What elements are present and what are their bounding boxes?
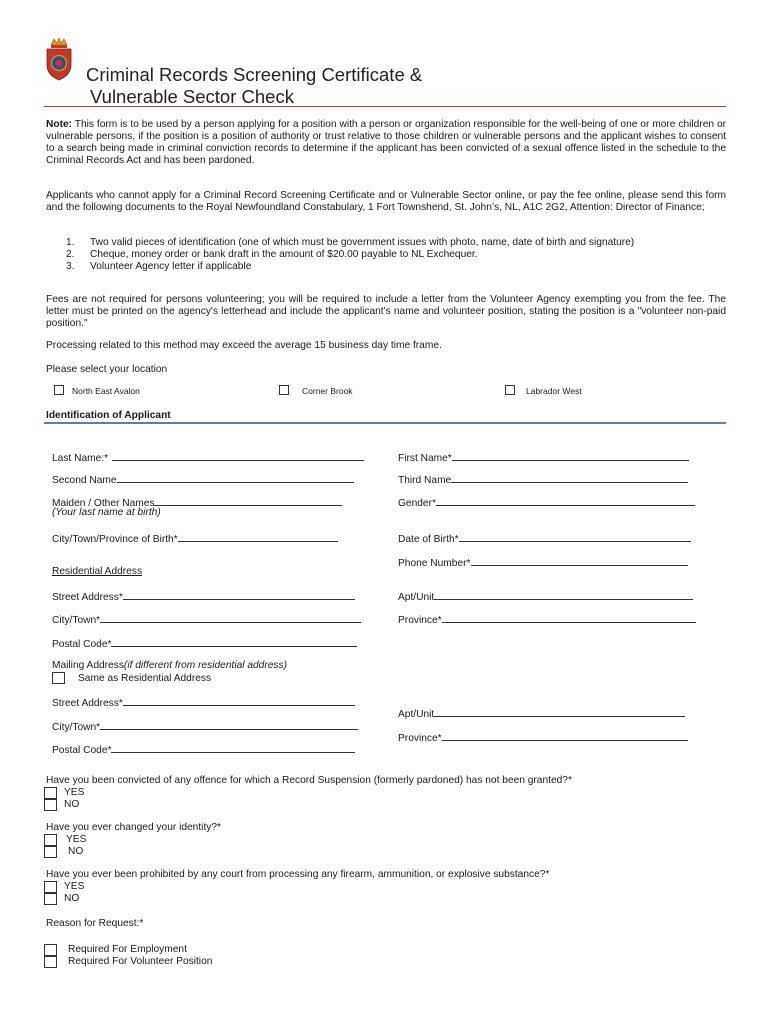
q2-no-checkbox[interactable] (44, 846, 57, 858)
residential-address-heading: Residential Address (52, 566, 143, 577)
phone-number-field[interactable]: Phone Number* (398, 555, 688, 570)
last-name-input[interactable] (112, 450, 364, 461)
constabulary-crest-icon (44, 37, 74, 81)
section-divider (44, 422, 726, 424)
mailing-street-input[interactable] (123, 695, 355, 706)
q1-no-label: NO (64, 799, 80, 810)
page-title (86, 64, 422, 108)
list-item: 1. Two valid pieces of identification (one of which must be government issues with photo, name, date of birth and signature) (66, 237, 635, 248)
processing-note: Processing related to this method may exceed the average 15 business day time frame. (46, 340, 442, 351)
location-checkbox-north-east-avalon[interactable] (54, 385, 64, 395)
street-address-input[interactable] (123, 589, 355, 600)
apt-unit-field[interactable]: Apt/Unit (398, 589, 693, 604)
street-address-field[interactable]: Street Address* (52, 589, 355, 604)
location-checkbox-corner-brook[interactable] (279, 385, 289, 395)
city-of-birth-field[interactable]: City/Town/Province of Birth* (52, 531, 338, 546)
applicants-paragraph: Applicants who cannot apply for a Criminal Record Screening Certificate and or Vulnerable Sector online, or pay the fee online, please send this form and the following documents to the Royal Newfoundland Constabulary, 1 Fort Townshend, St. John’s, NL, A1C 2G2, Attention: Director of Finance; (46, 190, 726, 213)
q3-no-checkbox[interactable] (44, 893, 57, 905)
question-firearm-prohibition: Have you ever been prohibited by any court from processing any firearm, ammunition, or explosive substance?* (46, 869, 550, 880)
q1-yes-checkbox[interactable] (44, 787, 57, 799)
mailing-street-field[interactable]: Street Address* (52, 695, 355, 710)
question-record-suspension: Have you been convicted of any offence for which a Record Suspension (formerly pardoned) has not been granted?* (46, 775, 572, 786)
province-input[interactable] (442, 612, 696, 623)
gender-input[interactable] (436, 495, 695, 506)
first-name-field[interactable]: First Name* (398, 450, 689, 465)
q1-yes-label: YES (64, 787, 85, 798)
q3-yes-checkbox[interactable] (44, 881, 57, 893)
apt-unit-input[interactable] (434, 589, 693, 600)
mailing-province-input[interactable] (442, 730, 688, 741)
fees-paragraph: Fees are not required for persons volunteering; you will be required to include a letter from the Volunteer Agency exempting you from the fee. The letter must be printed on the agency's letterhead and include the applicant's name and volunteer position, stating the position is a "volunteer non-paid position." (46, 294, 726, 329)
maiden-name-input[interactable] (154, 495, 342, 506)
maiden-name-field[interactable]: Maiden / Other Names (52, 495, 342, 510)
title-divider (44, 106, 726, 107)
first-name-input[interactable] (452, 450, 689, 461)
mailing-address-heading: Mailing Address(if different from residential address) (52, 660, 287, 671)
reason-employment-checkbox[interactable] (44, 944, 57, 956)
mailing-city-input[interactable] (100, 719, 358, 730)
note-paragraph (46, 119, 726, 167)
question-changed-identity: Have you ever changed your identity?* (46, 822, 221, 833)
note-label: Note: (46, 119, 73, 130)
mailing-city-field[interactable]: City/Town* (52, 719, 358, 734)
reason-employment-label: Required For Employment (68, 944, 187, 955)
title-line-1: Criminal Records Screening Certificate & (86, 64, 423, 85)
list-item: 3. Volunteer Agency letter if applicable (66, 261, 252, 272)
q3-no-label: NO (64, 893, 80, 904)
second-name-field[interactable]: Second Name (52, 472, 354, 487)
maiden-name-hint: (Your last name at birth) (52, 507, 161, 518)
identification-heading: Identification of Applicant (46, 410, 171, 421)
same-as-residential-checkbox[interactable] (52, 672, 65, 684)
mailing-apt-input[interactable] (434, 706, 685, 717)
list-item: 2. Cheque, money order or bank draft in the amount of $20.00 payable to NL Exchequer. (66, 249, 478, 260)
city-of-birth-input[interactable] (178, 531, 338, 542)
reason-for-request-label: Reason for Request:* (46, 918, 144, 929)
postal-code-field[interactable]: Postal Code* (52, 636, 357, 651)
q1-no-checkbox[interactable] (44, 799, 57, 811)
q3-yes-label: YES (64, 881, 85, 892)
last-name-field[interactable]: Last Name:* (52, 450, 364, 465)
mailing-postal-input[interactable] (111, 742, 355, 753)
date-of-birth-input[interactable] (459, 531, 691, 542)
title-line-2: Vulnerable Sector Check (90, 86, 294, 107)
mailing-postal-field[interactable]: Postal Code* (52, 742, 355, 757)
location-prompt: Please select your location (46, 364, 168, 375)
province-field[interactable]: Province* (398, 612, 696, 627)
note-text: This form is to be used by a person applying for a position with a person or organization responsible for the well-being of one or more children or vulnerable persons, if the position is a position of authority or trust relative to those children or vulnerable persons and the applicant wishes to consent to a search being made in criminal conviction records to determine if the applicant has been convicted of a sexual offence listed in the schedule to the Criminal Records Act and has been pardoned. (46, 119, 726, 166)
date-of-birth-field[interactable]: Date of Birth* (398, 531, 691, 546)
reason-volunteer-checkbox[interactable] (44, 956, 57, 968)
reason-volunteer-label: Required For Volunteer Position (68, 956, 213, 967)
city-town-field[interactable]: City/Town* (52, 612, 361, 627)
mailing-apt-field[interactable]: Apt/Unit (398, 706, 685, 721)
mailing-province-field[interactable]: Province* (398, 730, 688, 745)
postal-code-input[interactable] (111, 636, 357, 647)
city-town-input[interactable] (100, 612, 361, 623)
location-label-corner-brook: Corner Brook (302, 386, 353, 396)
phone-number-input[interactable] (471, 555, 688, 566)
same-as-residential-label: Same as Residential Address (78, 673, 212, 684)
q2-no-label: NO (68, 846, 84, 857)
third-name-input[interactable] (451, 472, 688, 483)
second-name-input[interactable] (117, 472, 354, 483)
gender-field[interactable]: Gender* (398, 495, 695, 510)
location-label-north-east-avalon: North East Avalon (72, 386, 140, 396)
location-checkbox-labrador-west[interactable] (505, 385, 515, 395)
q2-yes-label: YES (66, 834, 87, 845)
documents-list (66, 237, 726, 273)
third-name-field[interactable]: Third Name (398, 472, 688, 487)
location-label-labrador-west: Labrador West (526, 386, 582, 396)
q2-yes-checkbox[interactable] (44, 834, 57, 846)
